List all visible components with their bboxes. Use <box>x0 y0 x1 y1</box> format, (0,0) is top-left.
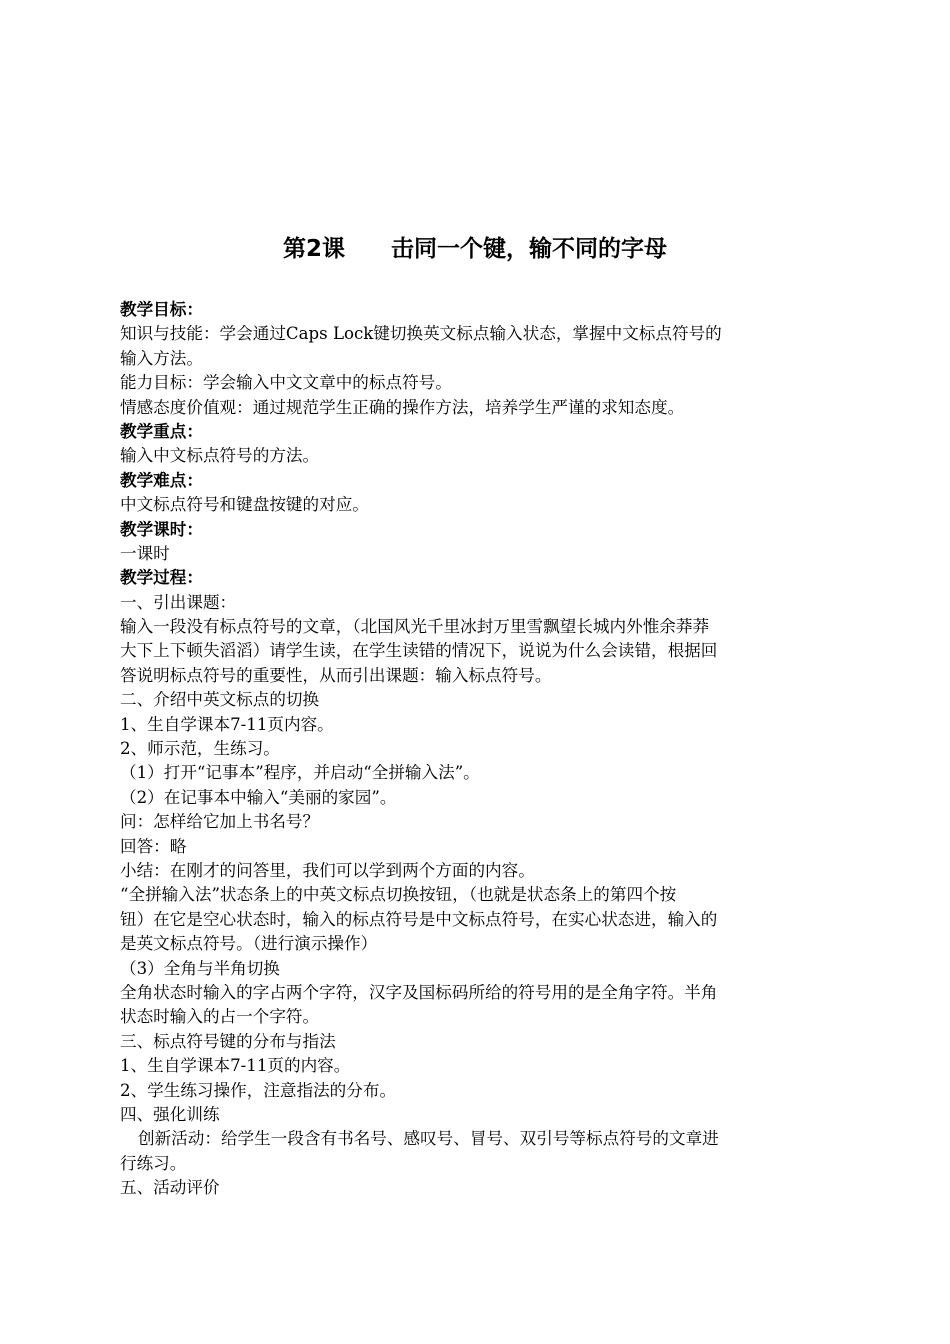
body-line: （3）全角与半角切换 <box>120 958 280 978</box>
section-heading-difficulties: 教学难点： <box>120 470 203 490</box>
body-line: 输入一段没有标点符号的文章，（北国风光千里冰封万里雪飘望长城内外惟余莽莽 <box>120 617 710 637</box>
body-line: 创新活动：给学生一段含有书名号、感叹号、冒号、双引号等标点符号的文章进 <box>138 1129 719 1149</box>
body-line: 大下上下顿失滔滔）请学生读，在学生读错的情况下，说说为什么会读错，根据回 <box>120 641 718 661</box>
body-line: 一课时 <box>120 543 170 563</box>
body-line: 是英文标点符号。（进行演示操作） <box>120 934 378 954</box>
body-line: 情感态度价值观：通过规范学生正确的操作方法，培养学生严谨的求知态度。 <box>120 397 685 417</box>
section-heading-process: 教学过程： <box>120 568 203 588</box>
body-line: 输入中文标点符号的方法。 <box>120 446 320 466</box>
body-line: 知识与技能：学会通过Caps Lock键切换英文标点输入状态，掌握中文标点符号的 <box>120 324 722 344</box>
lesson-content <box>120 298 832 1200</box>
body-line: “全拼输入法”状态条上的中英文标点切换按钮，（也就是状态条上的第四个按 <box>120 885 677 905</box>
body-line: （2）在记事本中输入“美丽的家园”。 <box>120 787 397 807</box>
section-heading-objectives: 教学目标： <box>120 300 203 319</box>
body-line: 回答：略 <box>120 836 187 856</box>
body-line: 输入方法。 <box>120 348 203 368</box>
body-line: 状态时输入的占一个字符。 <box>120 1007 320 1027</box>
body-line: 问：怎样给它加上书名号？ <box>120 812 320 832</box>
section-heading-class-hours: 教学课时： <box>120 519 203 539</box>
body-line: 全角状态时输入的字占两个字符，汉字及国标码所给的符号用的是全角字符。半角 <box>120 982 718 1002</box>
body-line: 二、介绍中英文标点的切换 <box>120 690 320 710</box>
body-line: 中文标点符号和键盘按键的对应。 <box>120 495 369 515</box>
body-line: 1、生自学课本7-11页内容。 <box>120 714 334 734</box>
body-line: 三、标点符号键的分布与指法 <box>120 1031 336 1051</box>
body-line: （1）打开“记事本”程序，并启动“全拼输入法”。 <box>120 763 480 783</box>
body-line: 一、引出课题： <box>120 592 237 612</box>
lesson-title: 第2课 击同一个键，输不同的字母 <box>282 236 667 262</box>
body-line: 答说明标点符号的重要性，从而引出课题：输入标点符号。 <box>120 665 552 685</box>
section-heading-key-points: 教学重点： <box>120 421 203 441</box>
body-line: 能力目标：学会输入中文文章中的标点符号。 <box>120 373 452 393</box>
body-line: 五、活动评价 <box>120 1178 220 1198</box>
body-line: 小结：在刚才的问答里，我们可以学到两个方面的内容。 <box>120 860 535 880</box>
body-line: 2、学生练习操作，注意指法的分布。 <box>120 1080 397 1100</box>
body-line: 钮）在它是空心状态时，输入的标点符号是中文标点符号，在实心状态进，输入的 <box>120 909 718 929</box>
body-line: 2、师示范，生练习。 <box>120 739 280 759</box>
body-line: 行练习。 <box>120 1153 187 1173</box>
body-line: 1、生自学课本7-11页的内容。 <box>120 1056 351 1076</box>
body-line: 四、强化训练 <box>120 1104 220 1124</box>
